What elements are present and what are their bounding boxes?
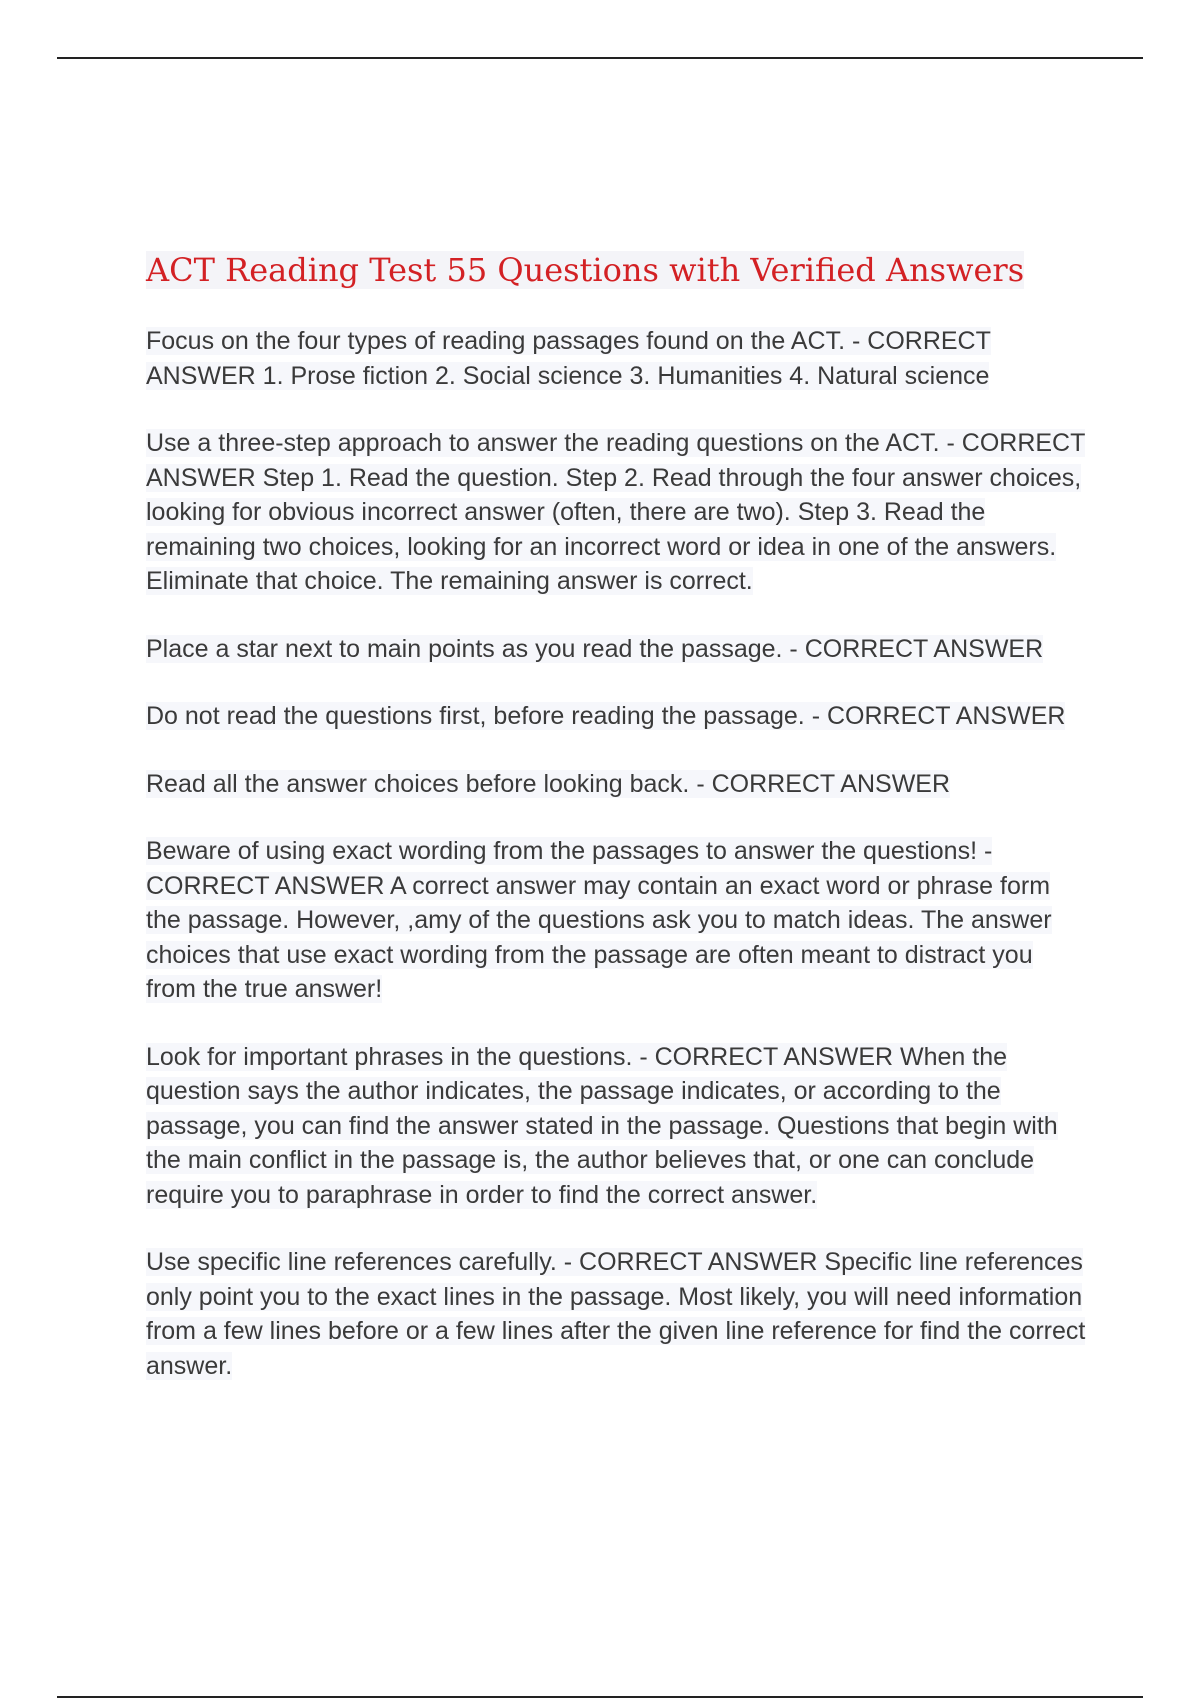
header-rule	[57, 57, 1143, 59]
footer-rule	[57, 1696, 1143, 1698]
qa-entry-4	[146, 699, 1086, 734]
qa-entry-2	[146, 426, 1086, 599]
qa-entry-text: Look for important phrases in the questions. - CORRECT ANSWER When the question says the author indicates, the passage indicates, or according to the passage, you can find the answer stated in the passage. Questions that begin with the main conflict in the passage is, the author believes that, or one can conclude require you to paraphrase in order to find the correct answer.	[146, 1042, 1058, 1209]
qa-entry-6	[146, 834, 1086, 1007]
qa-entry-text: Read all the answer choices before looking back. - CORRECT ANSWER	[146, 769, 951, 798]
document-title	[146, 246, 1086, 294]
qa-entry-text: Use a three-step approach to answer the reading questions on the ACT. - CORRECT ANSWER Step 1. Read the question. Step 2. Read through the four answer choices, looking for obvious incorrect answer (often, there are two). Step 3. Read the remaining two choices, looking for an incorrect word or idea in one of the answers. Eliminate that choice. The remaining answer is correct.	[146, 429, 1086, 595]
document-title-text: ACT Reading Test 55 Questions with Verified Answers	[146, 251, 1025, 289]
qa-entry-text: Do not read the questions first, before reading the passage. - CORRECT ANSWER	[146, 702, 1066, 730]
qa-entry-3	[146, 632, 1086, 667]
qa-entry-text: Focus on the four types of reading passages found on the ACT. - CORRECT ANSWER 1. Prose fiction 2. Social science 3. Humanities 4. Natural science	[146, 327, 991, 390]
qa-entry-7	[146, 1040, 1086, 1213]
qa-entry-text: Place a star next to main points as you read the passage. - CORRECT ANSWER	[146, 634, 1044, 663]
document-body	[146, 246, 1086, 1416]
qa-entry-text: Beware of using exact wording from the passages to answer the questions! - CORRECT ANSWER A correct answer may contain an exact word or phrase form the passage. However, ,amy of the questions ask you to match ideas. The answer choices that use exact wording from the passage are often meant to distract you from the true answer!	[146, 837, 1052, 1003]
qa-entry-8	[146, 1245, 1086, 1383]
qa-entry-1	[146, 324, 1086, 393]
qa-entry-5	[146, 767, 1086, 802]
qa-entry-text: Use specific line references carefully. - CORRECT ANSWER Specific line references only point you to the exact lines in the passage. Most likely, you will need information from a few lines before or a few lines after the given line reference for find the correct answer.	[146, 1248, 1086, 1380]
